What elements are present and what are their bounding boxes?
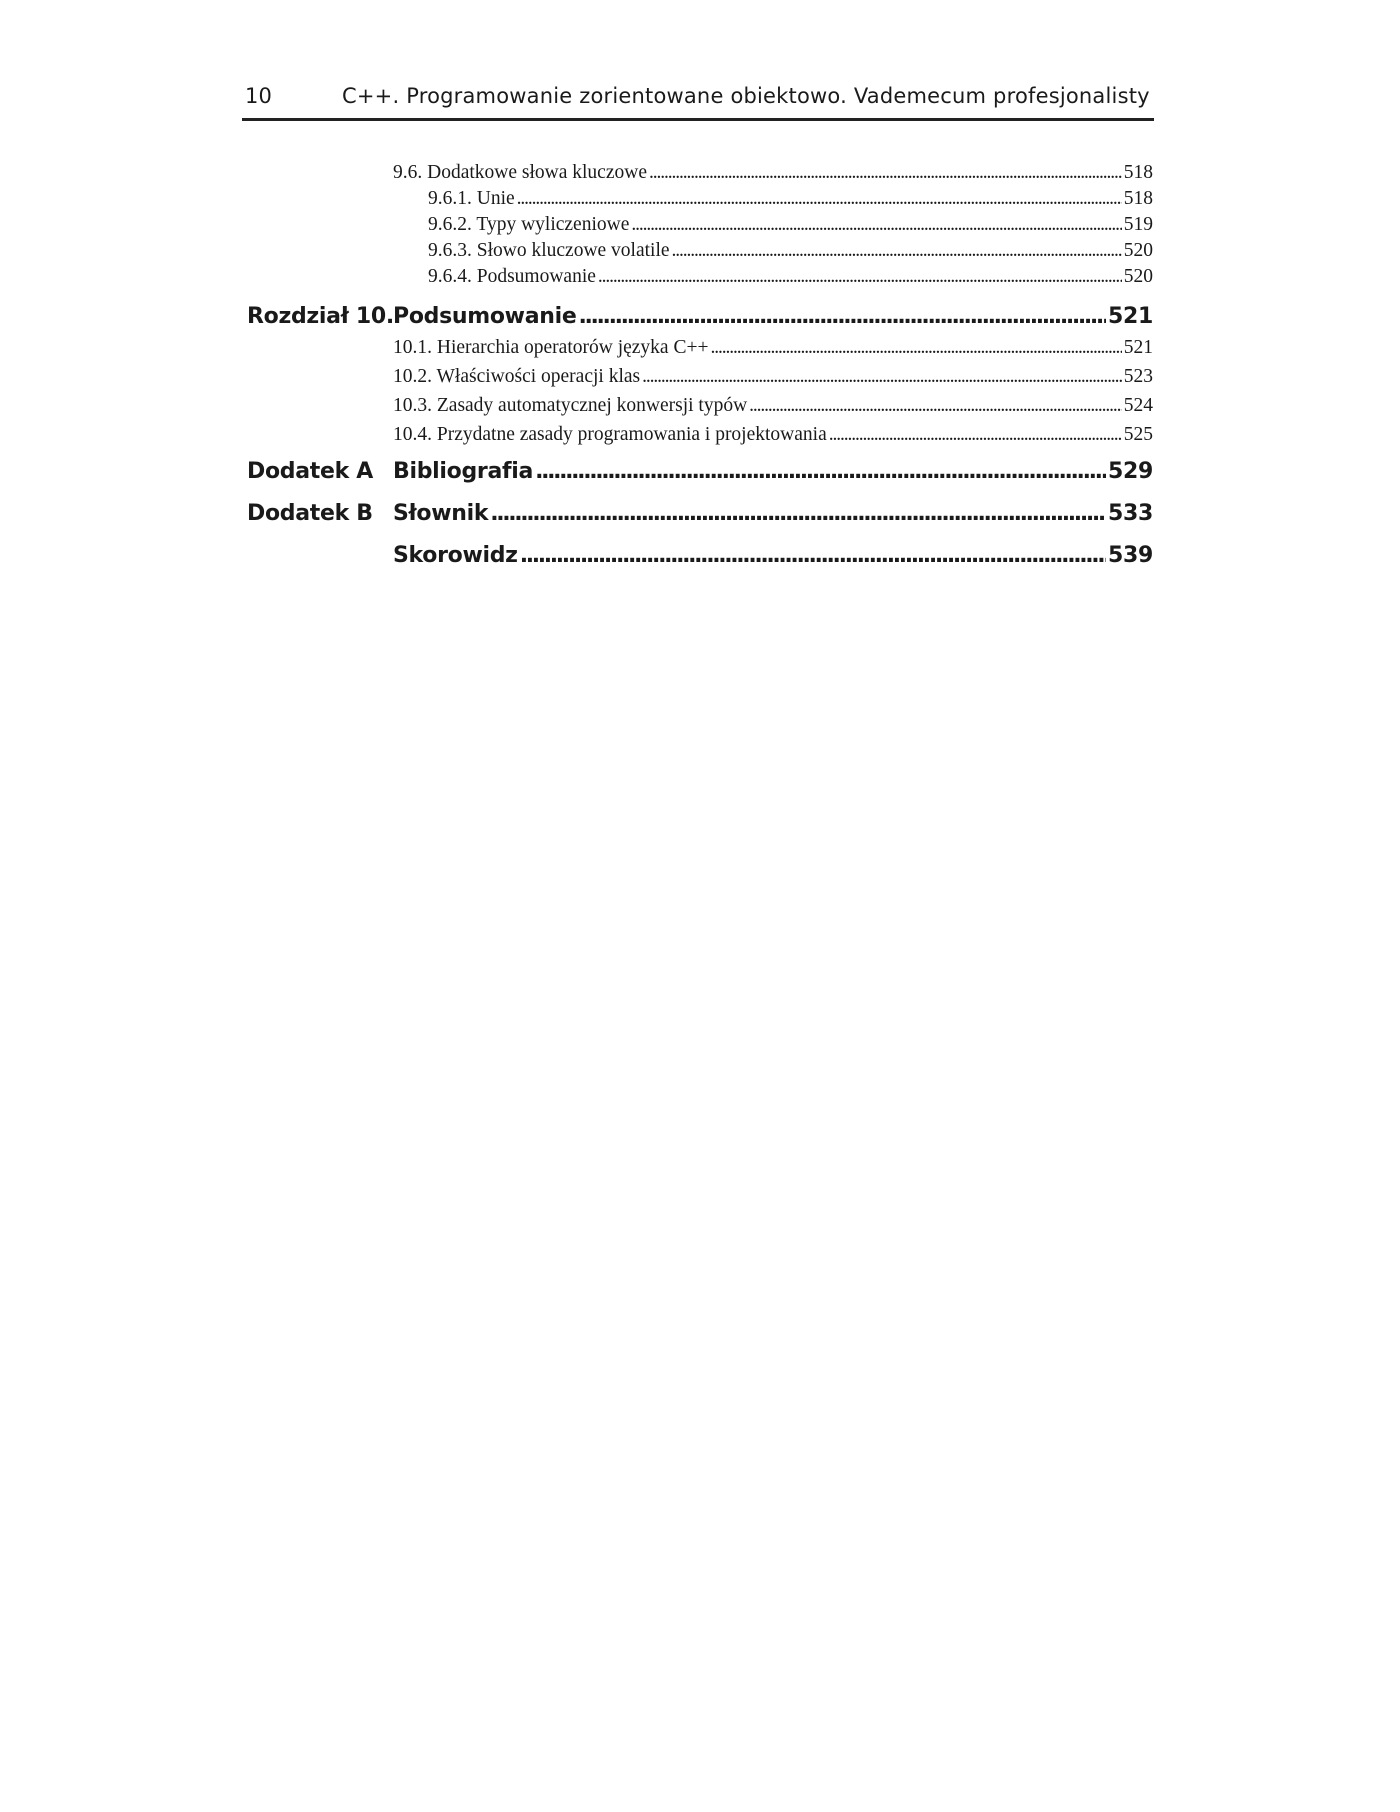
toc-entry-9-6-1[interactable] [428, 188, 1153, 210]
toc-entry-page: 519 [1123, 214, 1153, 235]
toc-entry-page: 520 [1123, 240, 1153, 261]
appendix-page: 533 [1107, 501, 1153, 526]
toc-entry-page: 523 [1123, 366, 1153, 387]
toc-entry-10-2[interactable] [393, 366, 1153, 388]
index-page: 539 [1107, 543, 1153, 568]
dot-leader [829, 424, 1122, 446]
toc-entry-9-6-2[interactable] [428, 214, 1153, 236]
dot-leader [631, 214, 1121, 236]
toc-chapter-10[interactable] [393, 304, 1153, 329]
dot-leader [710, 337, 1121, 359]
toc-index[interactable] [393, 543, 1153, 568]
dot-leader [535, 459, 1106, 484]
chapter-title: Podsumowanie [393, 304, 577, 329]
chapter-label: Rozdział 10. [247, 304, 394, 329]
dot-leader [578, 304, 1105, 329]
toc-entry-page: 520 [1123, 266, 1153, 287]
toc-entry-title: 9.6.4. Podsumowanie [428, 266, 596, 287]
running-head [242, 82, 1154, 121]
toc-appendix-b[interactable] [393, 501, 1153, 526]
toc-entry-title: 10.1. Hierarchia operatorów języka C++ [393, 337, 709, 358]
toc-entry-title: 9.6.1. Unie [428, 188, 515, 209]
toc-entry-title: 10.2. Właściwości operacji klas [393, 366, 641, 387]
dot-leader [598, 266, 1122, 288]
dot-leader [520, 543, 1106, 568]
dot-leader [672, 240, 1122, 262]
toc-entry-9-6[interactable] [393, 162, 1153, 184]
dot-leader [649, 162, 1122, 184]
toc-appendix-a[interactable] [393, 459, 1153, 484]
toc-entry-title: 10.3. Zasady automatycznej konwersji typów [393, 395, 748, 416]
appendix-b-label: Dodatek B [247, 501, 373, 526]
toc-entry-9-6-3[interactable] [428, 240, 1153, 262]
toc-entry-10-3[interactable] [393, 395, 1153, 417]
toc-entry-page: 521 [1123, 337, 1153, 358]
toc-entry-10-4[interactable] [393, 424, 1153, 446]
appendix-title: Bibliografia [393, 459, 534, 484]
appendix-title: Słownik [393, 501, 489, 526]
toc-entry-page: 524 [1123, 395, 1153, 416]
index-title: Skorowidz [393, 543, 518, 568]
toc-entry-page: 518 [1123, 188, 1153, 209]
toc-entry-page: 525 [1123, 424, 1153, 445]
toc-entry-9-6-4[interactable] [428, 266, 1153, 288]
chapter-page: 521 [1107, 304, 1153, 329]
dot-leader [490, 501, 1106, 526]
toc-entry-page: 518 [1123, 162, 1153, 183]
toc-entry-title: 9.6.2. Typy wyliczeniowe [428, 214, 630, 235]
dot-leader [749, 395, 1122, 417]
toc-entry-title: 10.4. Przydatne zasady programowania i projektowania [393, 424, 827, 445]
page-number: 10 [245, 84, 273, 108]
appendix-a-label: Dodatek A [247, 459, 374, 484]
book-title: C++. Programowanie zorientowane obiektowo. Vademecum profesjonalisty [342, 84, 1150, 108]
dot-leader [517, 188, 1122, 210]
toc-entry-10-1[interactable] [393, 337, 1153, 359]
toc-entry-title: 9.6. Dodatkowe słowa kluczowe [393, 162, 647, 183]
toc-entry-title: 9.6.3. Słowo kluczowe volatile [428, 240, 670, 261]
dot-leader [642, 366, 1122, 388]
appendix-page: 529 [1107, 459, 1153, 484]
